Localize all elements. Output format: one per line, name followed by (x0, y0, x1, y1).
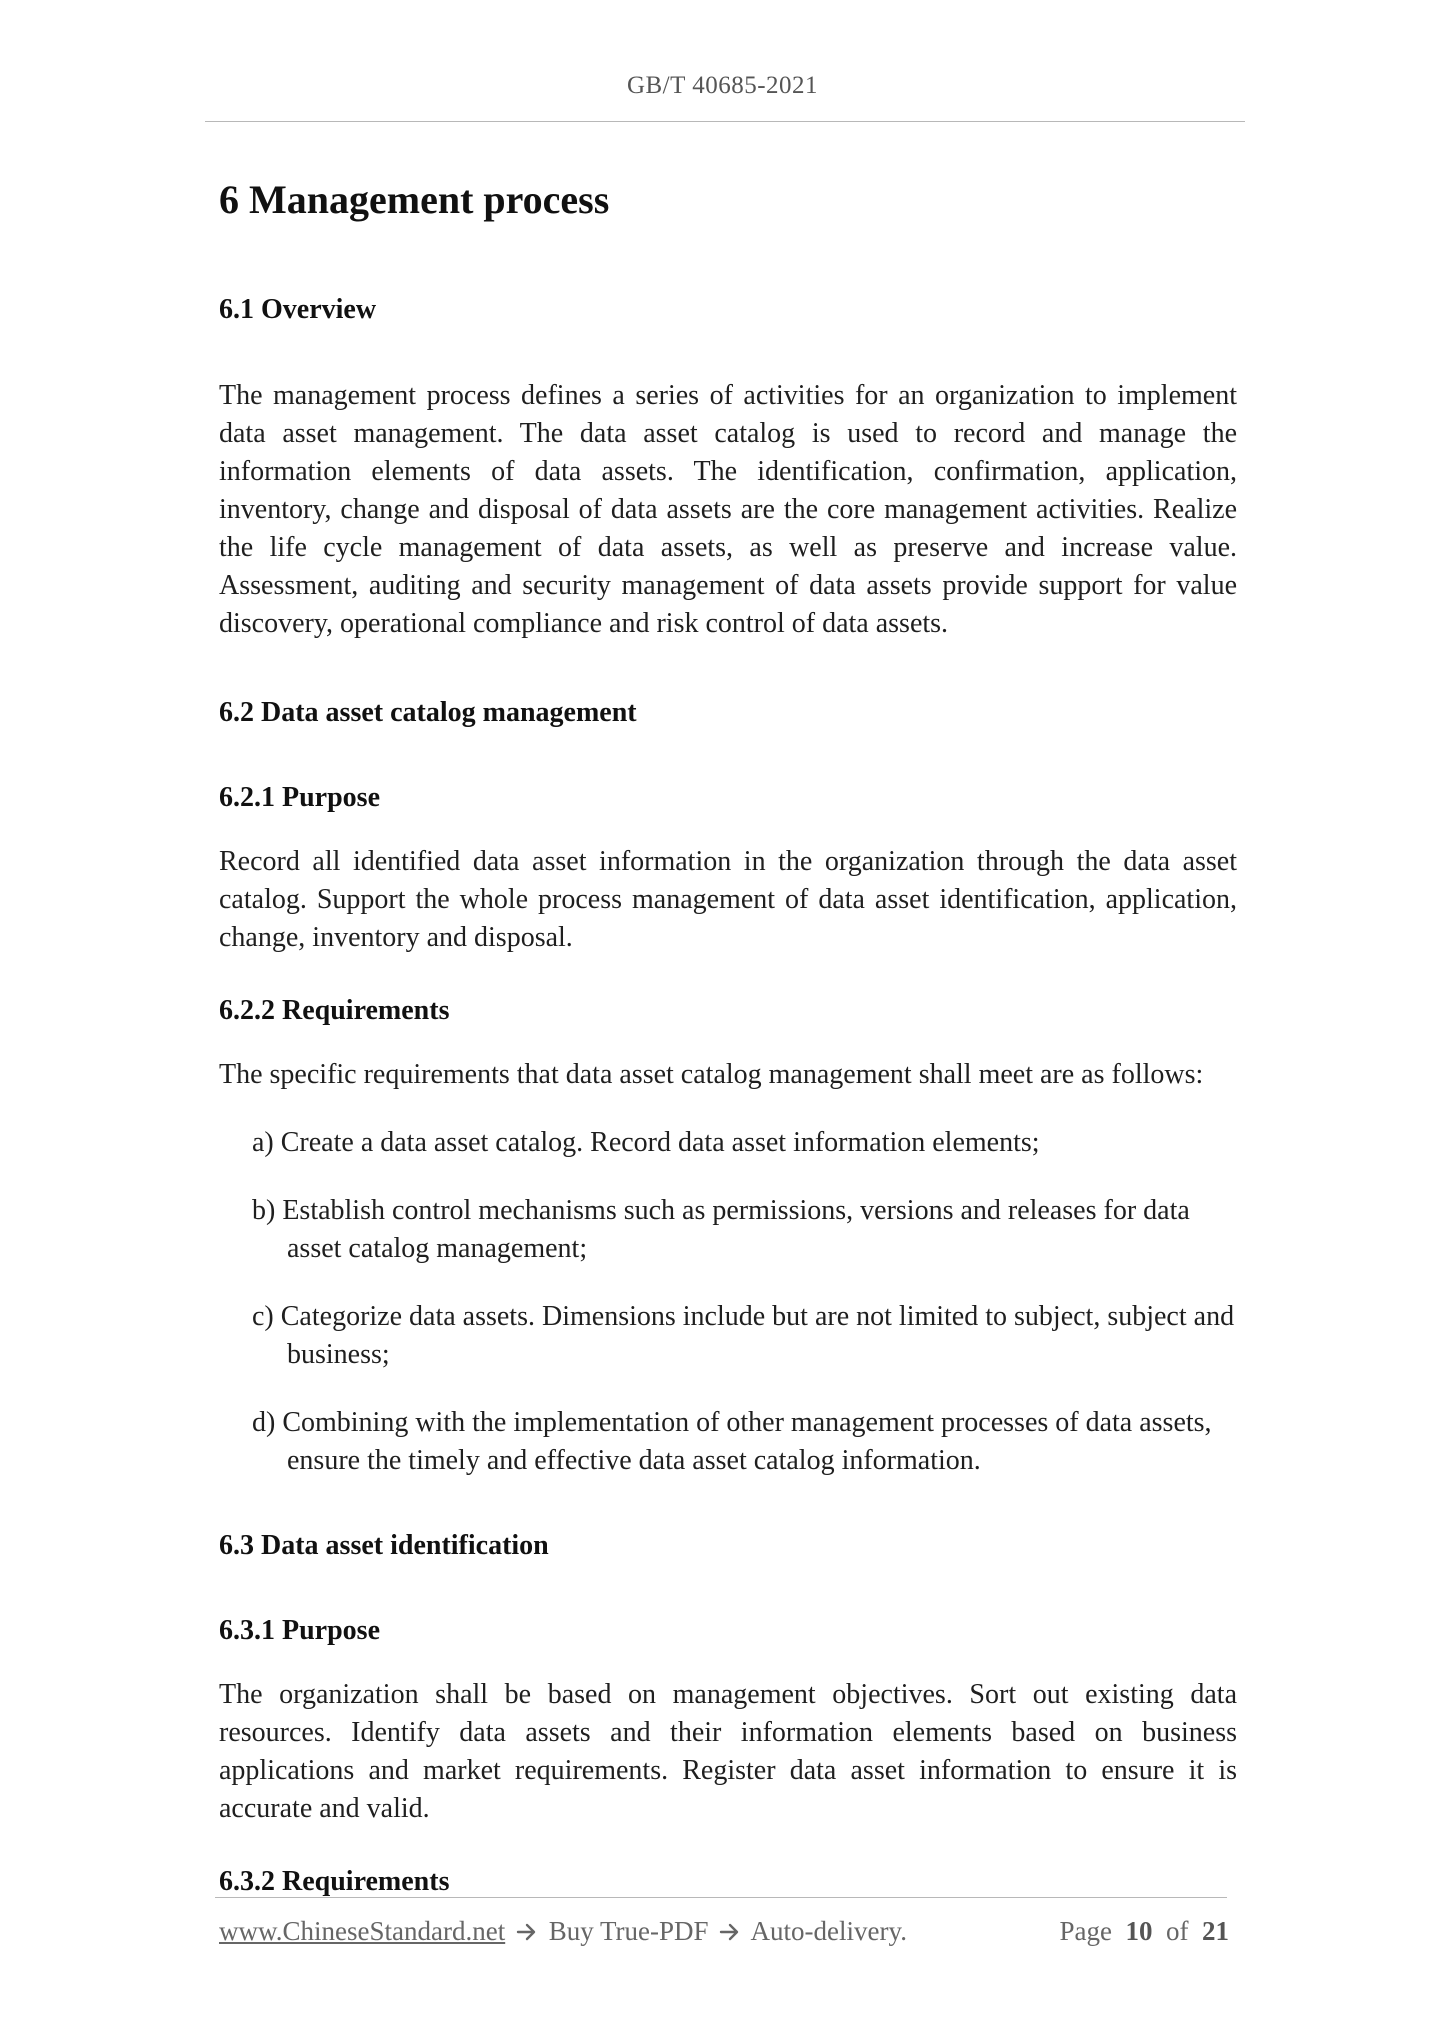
section-6-1-title: 6.1 Overview (219, 294, 377, 325)
list-item: c) Categorize data assets. Dimensions include but are not limited to subject, subject and business; (252, 1301, 1235, 1370)
list-item: d) Combining with the implementation of other management processes of data assets, ensure the timely and effective data asset catalog information. (252, 1407, 1212, 1476)
section-6-2-2-title: 6.2.2 Requirements (219, 995, 450, 1026)
arrow-right-icon (516, 1922, 538, 1942)
section-6-3-1-title: 6.3.1 Purpose (219, 1615, 380, 1646)
footer-divider (215, 1897, 1227, 1898)
list-item: a) Create a data asset catalog. Record data asset information elements; (252, 1127, 1040, 1158)
section-6-2-title: 6.2 Data asset catalog management (219, 697, 637, 728)
section-6-2-2-intro: The specific requirements that data asset catalog management shall meet are as follows: (219, 1059, 1204, 1090)
total-pages: 21 (1202, 1916, 1229, 1946)
of-label: of (1166, 1916, 1189, 1946)
buy-true-pdf-text: Buy True-PDF (548, 1916, 709, 1946)
page-label: Page (1059, 1916, 1112, 1946)
page-number: 10 (1125, 1916, 1153, 1946)
section-6-title: 6 Management process (219, 177, 610, 222)
requirements-list (219, 1124, 1237, 1480)
page-footer (219, 1916, 1229, 1956)
section-6-3-1-text: The organization shall be based on management objectives. Sort out existing data resources. Identify data assets and their information elements based on business applications and market requirements. Register data asset information to ensure it is accurate and valid. (219, 1679, 1237, 1824)
list-item: b) Establish control mechanisms such as permissions, versions and releases for data asset catalog management; (252, 1195, 1190, 1264)
page-indicator (1060, 1916, 1229, 1947)
site-link[interactable]: www.ChineseStandard.net (219, 1916, 506, 1946)
document-code: GB/T 40685-2021 (626, 72, 819, 99)
section-6-2-1-text: Record all identified data asset information in the organization through the data asset catalog. Support the whole process management of data asset identification, application, change, inventory and disposal. (219, 846, 1237, 953)
page-content (219, 160, 1237, 1899)
arrow-right-icon (719, 1922, 741, 1942)
footer-promo (219, 1916, 907, 1947)
header-divider (205, 121, 1245, 122)
section-6-1-text: The management process defines a series of activities for an organization to implement data asset management. The data asset catalog is used to record and manage the information elements of data assets. The identification, confirmation, application, inventory, change and disposal of data assets are the core management activities. Realize the life cycle management of data assets, as well as preserve and increase value. Assessment, auditing and security management of data assets provide support for value discovery, operational compliance and risk control of data assets. (219, 380, 1237, 639)
section-6-2-1-title: 6.2.1 Purpose (219, 782, 380, 813)
auto-delivery-text: Auto-delivery. (750, 1916, 907, 1946)
section-6-3-title: 6.3 Data asset identification (219, 1530, 549, 1561)
section-6-3-2-title: 6.3.2 Requirements (219, 1866, 450, 1897)
